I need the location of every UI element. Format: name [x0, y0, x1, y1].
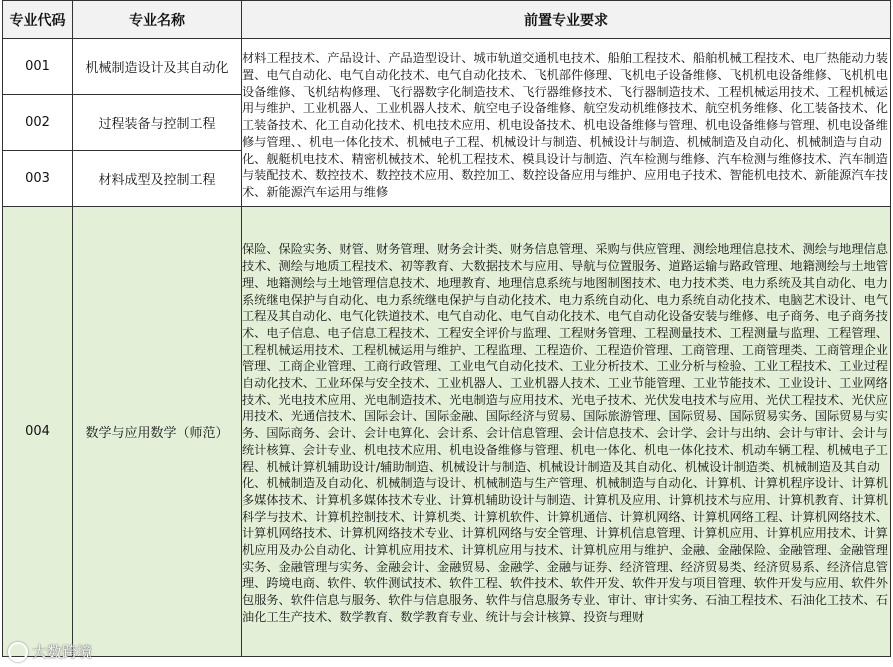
table-row — [3, 39, 891, 95]
table-row — [3, 207, 891, 657]
major-code: 001 — [3, 39, 73, 95]
major-name: 材料成型及控制工程 — [73, 151, 242, 207]
major-code: 003 — [3, 151, 73, 207]
major-code: 004 — [3, 207, 73, 657]
major-code: 002 — [3, 95, 73, 151]
requirements-group-2: 保险、保险实务、财管、财务管理、财务会计类、财务信息管理、采购与供应管理、测绘地理信息技术、测绘与地理信息技术、测绘与地质工程技术、初等教育、大数据技术与应用、导航与位置服务、道路运输与路政管理、地籍测绘与土地管理、地籍测绘与土地管理信息技术、地理教育、地理信息系统与地图制图技术、电力技术类、电力系统及其自动化、电力系统继电保护与自动化、电力系统继电保护与自动化技术、电力系统自动化、电力系统自动化技术、电脑艺术设计、电气工程及其自动化、电气化铁道技术、电气自动化、电气自动化技术、电气自动化设备安装与维修、电子商务、电子商务技术、电子信息、电子信息工程技术、工程安全评价与监理、工程财务管理、工程测量技术、工程测量与监理、工程管理、工程机械运用技术、工程机械运用与维护、工程监理、工程造价、工程造价管理、工商管理、工商管理类、工商管理企业管理、工商企业管理、工商行政管理、工业电气自动化技术、工业分析技术、工业分析与检验、工业工程技术、工业过程自动化技术、工业环保与安全技术、工业机器人、工业机器人技术、工业节能管理、工业节能技术、工业设计、工业网络技术、光电技术应用、光电制造技术、光电制造与应用技术、光电子技术、光伏发电技术与应用、光伏工程技术、光伏应用技术、光通信技术、国际会计、国际金融、国际经济与贸易、国际旅游管理、国际贸易、国际贸易实务、国际贸易与实务、国际商务、会计、会计电算化、会计系、会计信息管理、会计信息技术、会计学、会计与出纳、会计与审计、会计与统计核算、会计专业、机电技术应用、机电设备维修与管理、机电一体化、机电一体化技术、机动车辆工程、机械电子工程、机械计算机辅助设计/辅助制造、机械设计与制造、机械设计制造及其自动化、机械设计制造类、机械制造及其自动化、机械制造及自动化、机械制造与设计、机械制造与生产管理、机械制造与自动化、计算机、计算机程序设计、计算机多媒体技术、计算机多媒体技术专业、计算机辅助设计与制造、计算机及应用、计算机技术与应用、计算机教育、计算机科学与技术、计算机控制技术、计算机类、计算机软件、计算机通信、计算机网络、计算机网络工程、计算机网络技术、计算机网络技术、计算机网络技术专业、计算机网络与安全管理、计算机信息管理、计算机应用、计算机应用技术、计算机应用及办公自动化、计算机应用技术、计算机应用与技术、计算机应用与维护、金融、金融保险、金融管理、金融管理实务、金融管理与实务、金融会计、金融贸易、金融学、金融与证券、经济管理、经济贸易类、经济贸易系、经济信息管理、跨境电商、软件、软件测试技术、软件工程、软件技术、软件开发、软件开发与项目管理、软件开发与应用、软件外包服务、软件信息与服务、软件与信息服务、软件与信息服务专业、审计、审计实务、石油工程技术、石油化工技术、石油化工生产技术、数学教育、数学教育专业、统计与会计核算、投资与理财 — [242, 207, 891, 657]
requirements-group-1: 材料工程技术、产品设计、产品造型设计、城市轨道交通机电技术、船舶工程技术、船舶机械工程技术、电厂热能动力装置、电气自动化、电气自动化技术、电气自动化技术、飞机部件修理、飞机电子设备维修、飞机机电设备维修、飞机机电设备维修、飞机结构修理、飞行器数字化制造技术、飞行器维修技术、飞行器制造技术、工程机械运用技术、工程机械运用与维护、工业机器人、工业机器人技术、航空电子设备维修、航空发动机维修技术、航空机务维修、化工装备技术、化工装备技术、化工自动化技术、机电技术应用、机电设备技术、机电设备维修与管理、机电设备维修与管理、机电设备维修与管理、、机电一体化技术、机械电子工程、机械设计与制造、机械设计与制造、机械制造及自动化、机械制造与自动化、舰艇机电技术、精密机械技术、轮机工程技术、模具设计与制造、汽车检测与维修、汽车检测与维修技术、汽车制造与装配技术、数控技术、数控技术应用、数控加工、数控设备应用与维护、应用电子技术、智能机电技术、新能源汽车技术、新能源汽车运用与维修 — [242, 39, 891, 207]
watermark — [8, 641, 92, 662]
major-name: 过程装备与控制工程 — [73, 95, 242, 151]
header-name: 专业名称 — [73, 1, 242, 39]
major-name: 机械制造设计及其自动化 — [73, 39, 242, 95]
major-requirements-table — [2, 0, 891, 657]
watermark-text: 大数跨境 — [32, 643, 93, 661]
header-row — [3, 1, 891, 39]
header-code: 专业代码 — [3, 1, 73, 39]
watermark-logo-icon — [8, 642, 28, 662]
major-name: 数学与应用数学（师范） — [73, 207, 242, 657]
header-requirements: 前置专业要求 — [242, 1, 891, 39]
